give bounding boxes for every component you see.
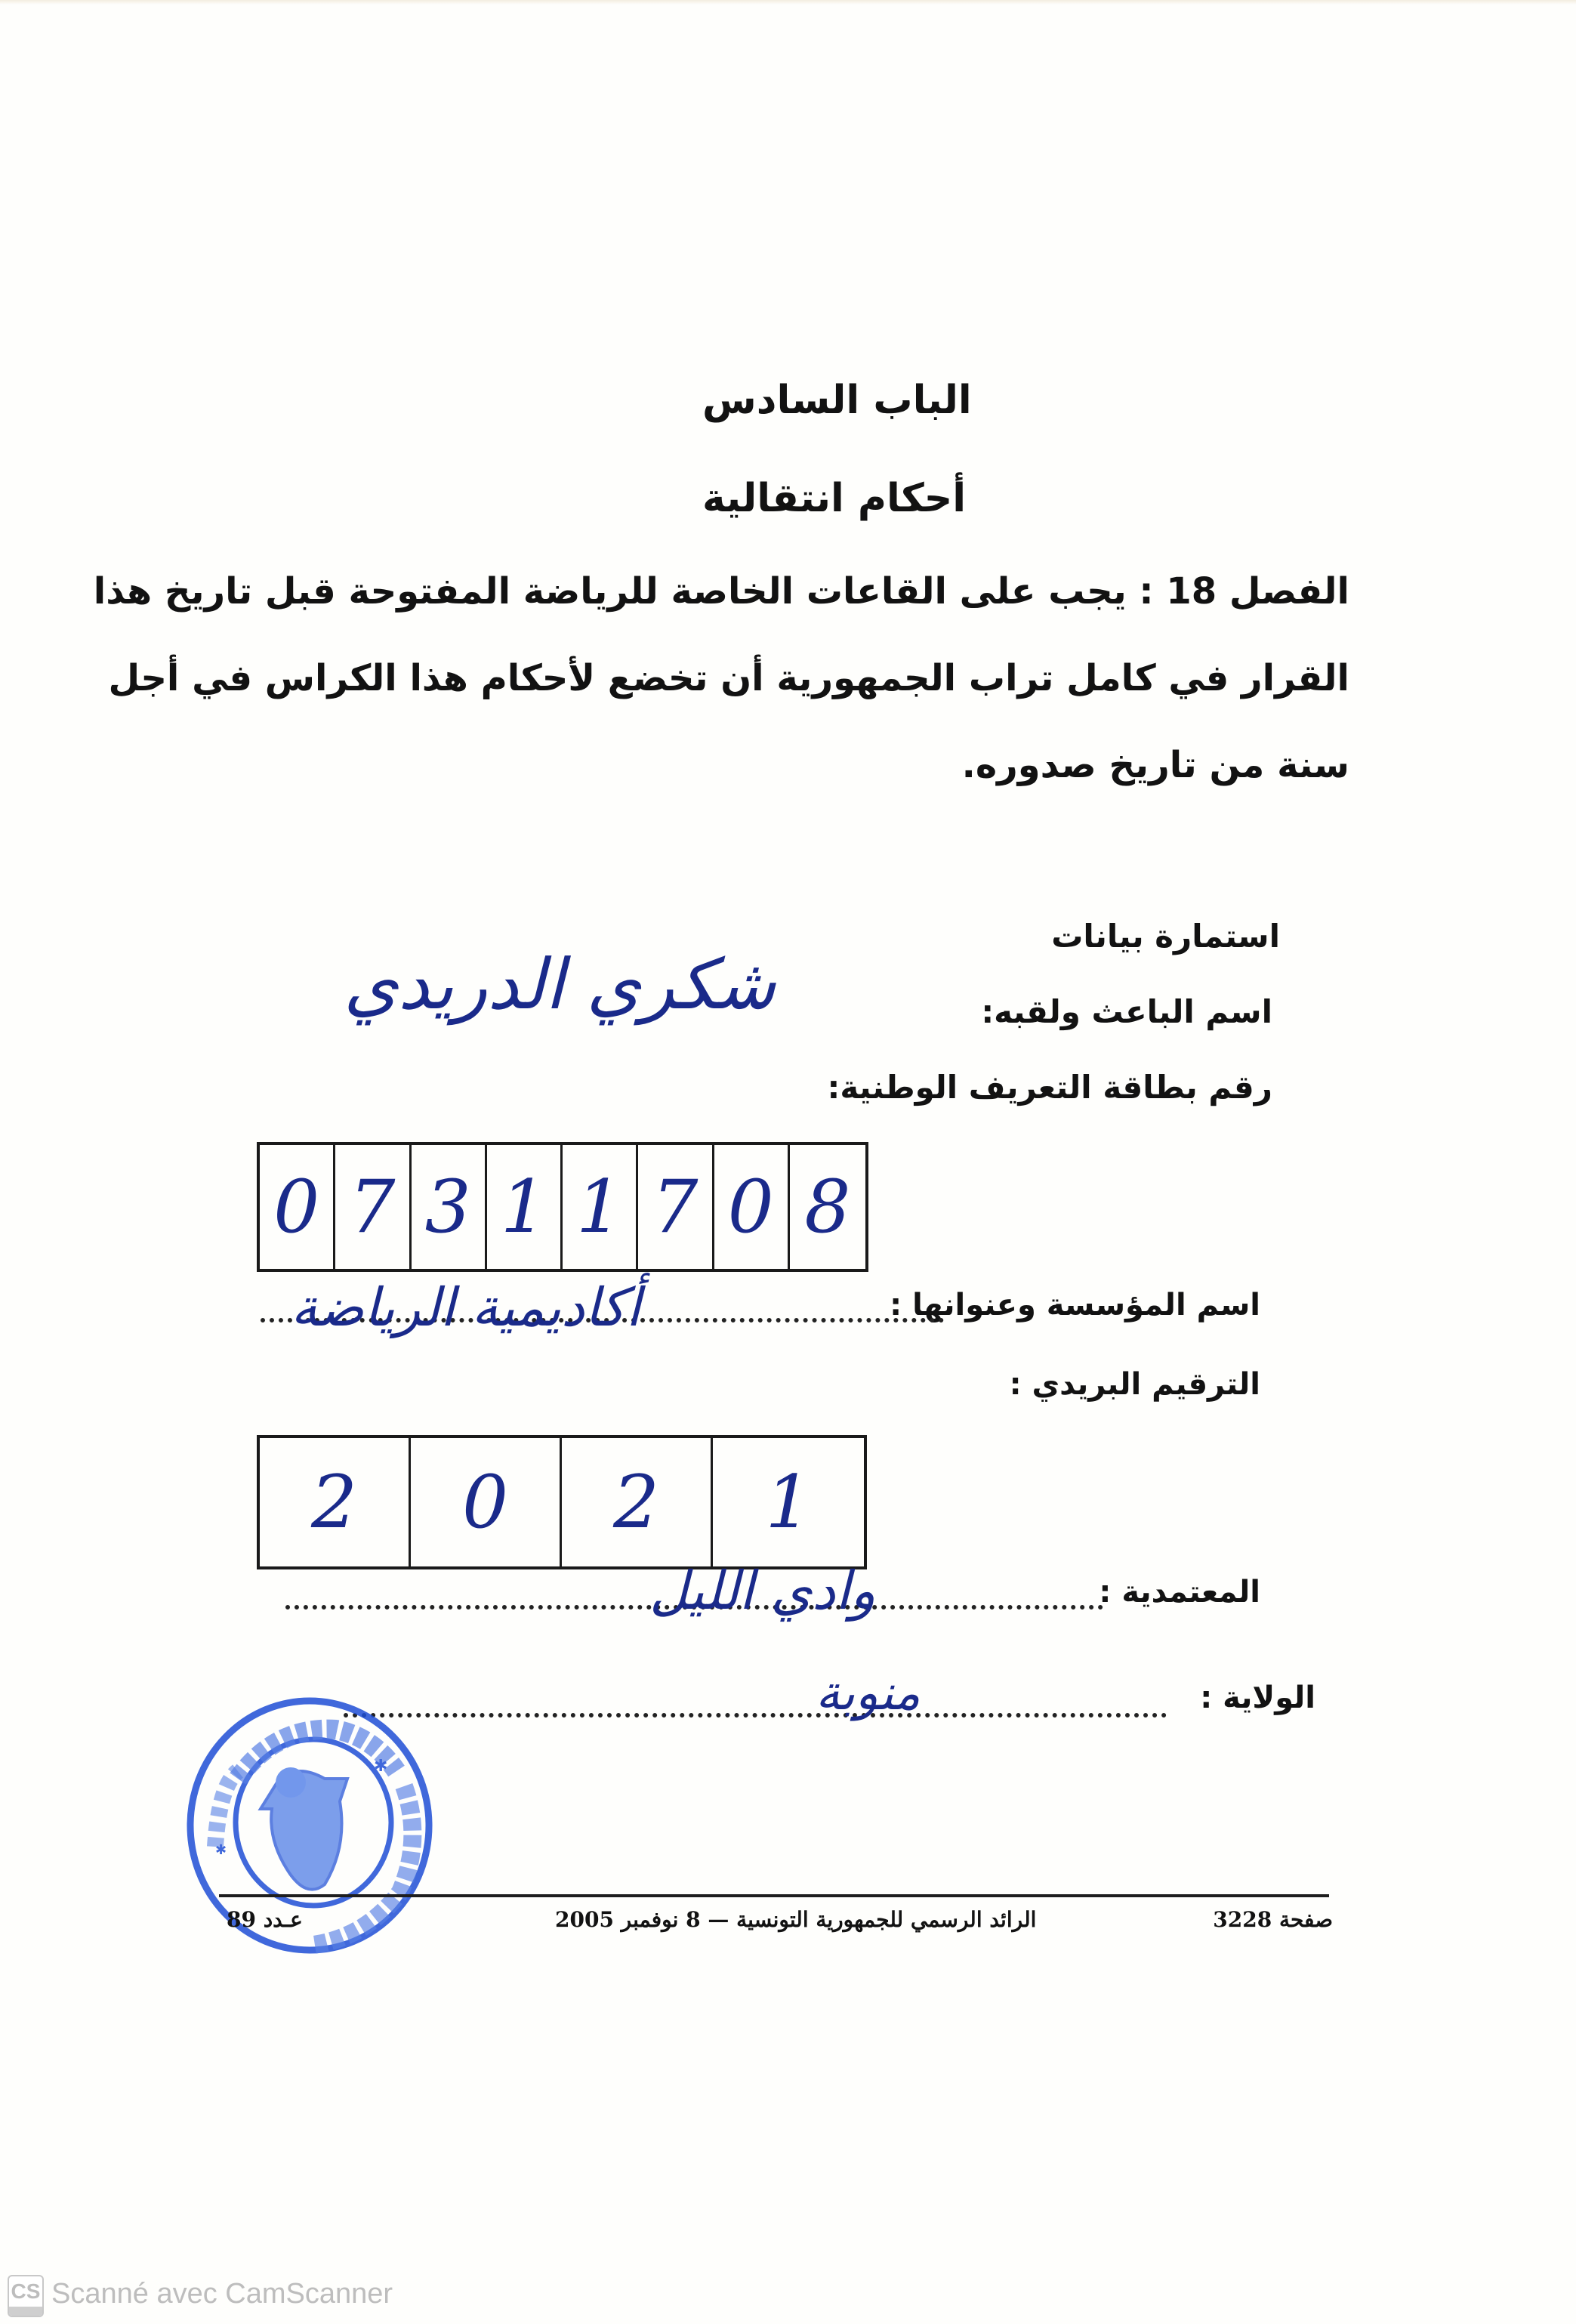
article-line: القرار في كامل تراب الجمهورية أن تخضع لأحكام هذا الكراس في أجل [108, 657, 1349, 699]
delegation-field[interactable]: وادي الليل [649, 1560, 876, 1622]
postal-code-digit[interactable]: 0 [411, 1438, 562, 1566]
chapter-subtitle: أحكام انتقالية [702, 476, 967, 521]
postal-code-boxes [257, 1435, 867, 1569]
institution-field[interactable]: أكاديمية الرياضة [291, 1276, 641, 1338]
footer-page-number: صفحة 3228 [1213, 1907, 1333, 1932]
national-id-label: رقم بطاقة التعريف الوطنية: [827, 1069, 1272, 1106]
national-id-digit[interactable]: 1 [563, 1145, 638, 1269]
governorate-label: الولاية : [1200, 1681, 1315, 1715]
postal-code-label: الترقيم البريدي : [1009, 1367, 1260, 1402]
article-line: سنة من تاريخ صدوره. [961, 744, 1349, 786]
stamp-star-icon: ✱ [215, 1842, 227, 1858]
scan-top-edge [0, 0, 1576, 5]
national-id-digit[interactable]: 3 [412, 1145, 487, 1269]
institution-label: اسم المؤسسة وعنوانها : [890, 1288, 1260, 1322]
name-label: اسم الباعث ولقبه: [981, 993, 1272, 1030]
footer-issue-number: عـدد 89 [227, 1907, 303, 1932]
postal-code-digit[interactable]: 2 [562, 1438, 713, 1566]
name-field[interactable]: شكري الدريدي [344, 944, 776, 1025]
governorate-field[interactable]: منوبة [816, 1665, 921, 1721]
national-id-digit[interactable]: 8 [804, 1165, 851, 1249]
footer-rule [219, 1894, 1329, 1897]
camscanner-watermark: Scanné avec CamScanner [51, 2278, 393, 2310]
national-id-boxes [257, 1142, 868, 1272]
form-title: استمارة بيانات [1051, 918, 1280, 955]
governorate-dotted-line [344, 1713, 1167, 1718]
postal-code-digit[interactable]: 1 [765, 1460, 812, 1545]
stamp-emblem-head [276, 1767, 306, 1798]
stamp-star-icon: ✱ [374, 1757, 388, 1776]
national-id-digit[interactable]: 7 [638, 1145, 714, 1269]
national-id-digit[interactable]: 0 [714, 1145, 790, 1269]
postal-code-digit[interactable]: 2 [260, 1438, 411, 1566]
chapter-title: الباب السادس [702, 378, 972, 423]
national-id-digit[interactable]: 7 [335, 1145, 411, 1269]
national-id-digit[interactable]: 0 [260, 1145, 335, 1269]
article-line: الفصل 18 : يجب على القاعات الخاصة للرياضة المفتوحة قبل تاريخ هذا [93, 570, 1349, 613]
delegation-label: المعتمدية : [1099, 1575, 1260, 1610]
footer-journal-title: الرائد الرسمي للجمهورية التونسية — 8 نوفمبر 2005 [555, 1907, 1037, 1932]
official-stamp-icon [185, 1696, 434, 1956]
national-id-digit[interactable]: 1 [487, 1145, 563, 1269]
camscanner-logo-icon: CS [8, 2275, 44, 2317]
